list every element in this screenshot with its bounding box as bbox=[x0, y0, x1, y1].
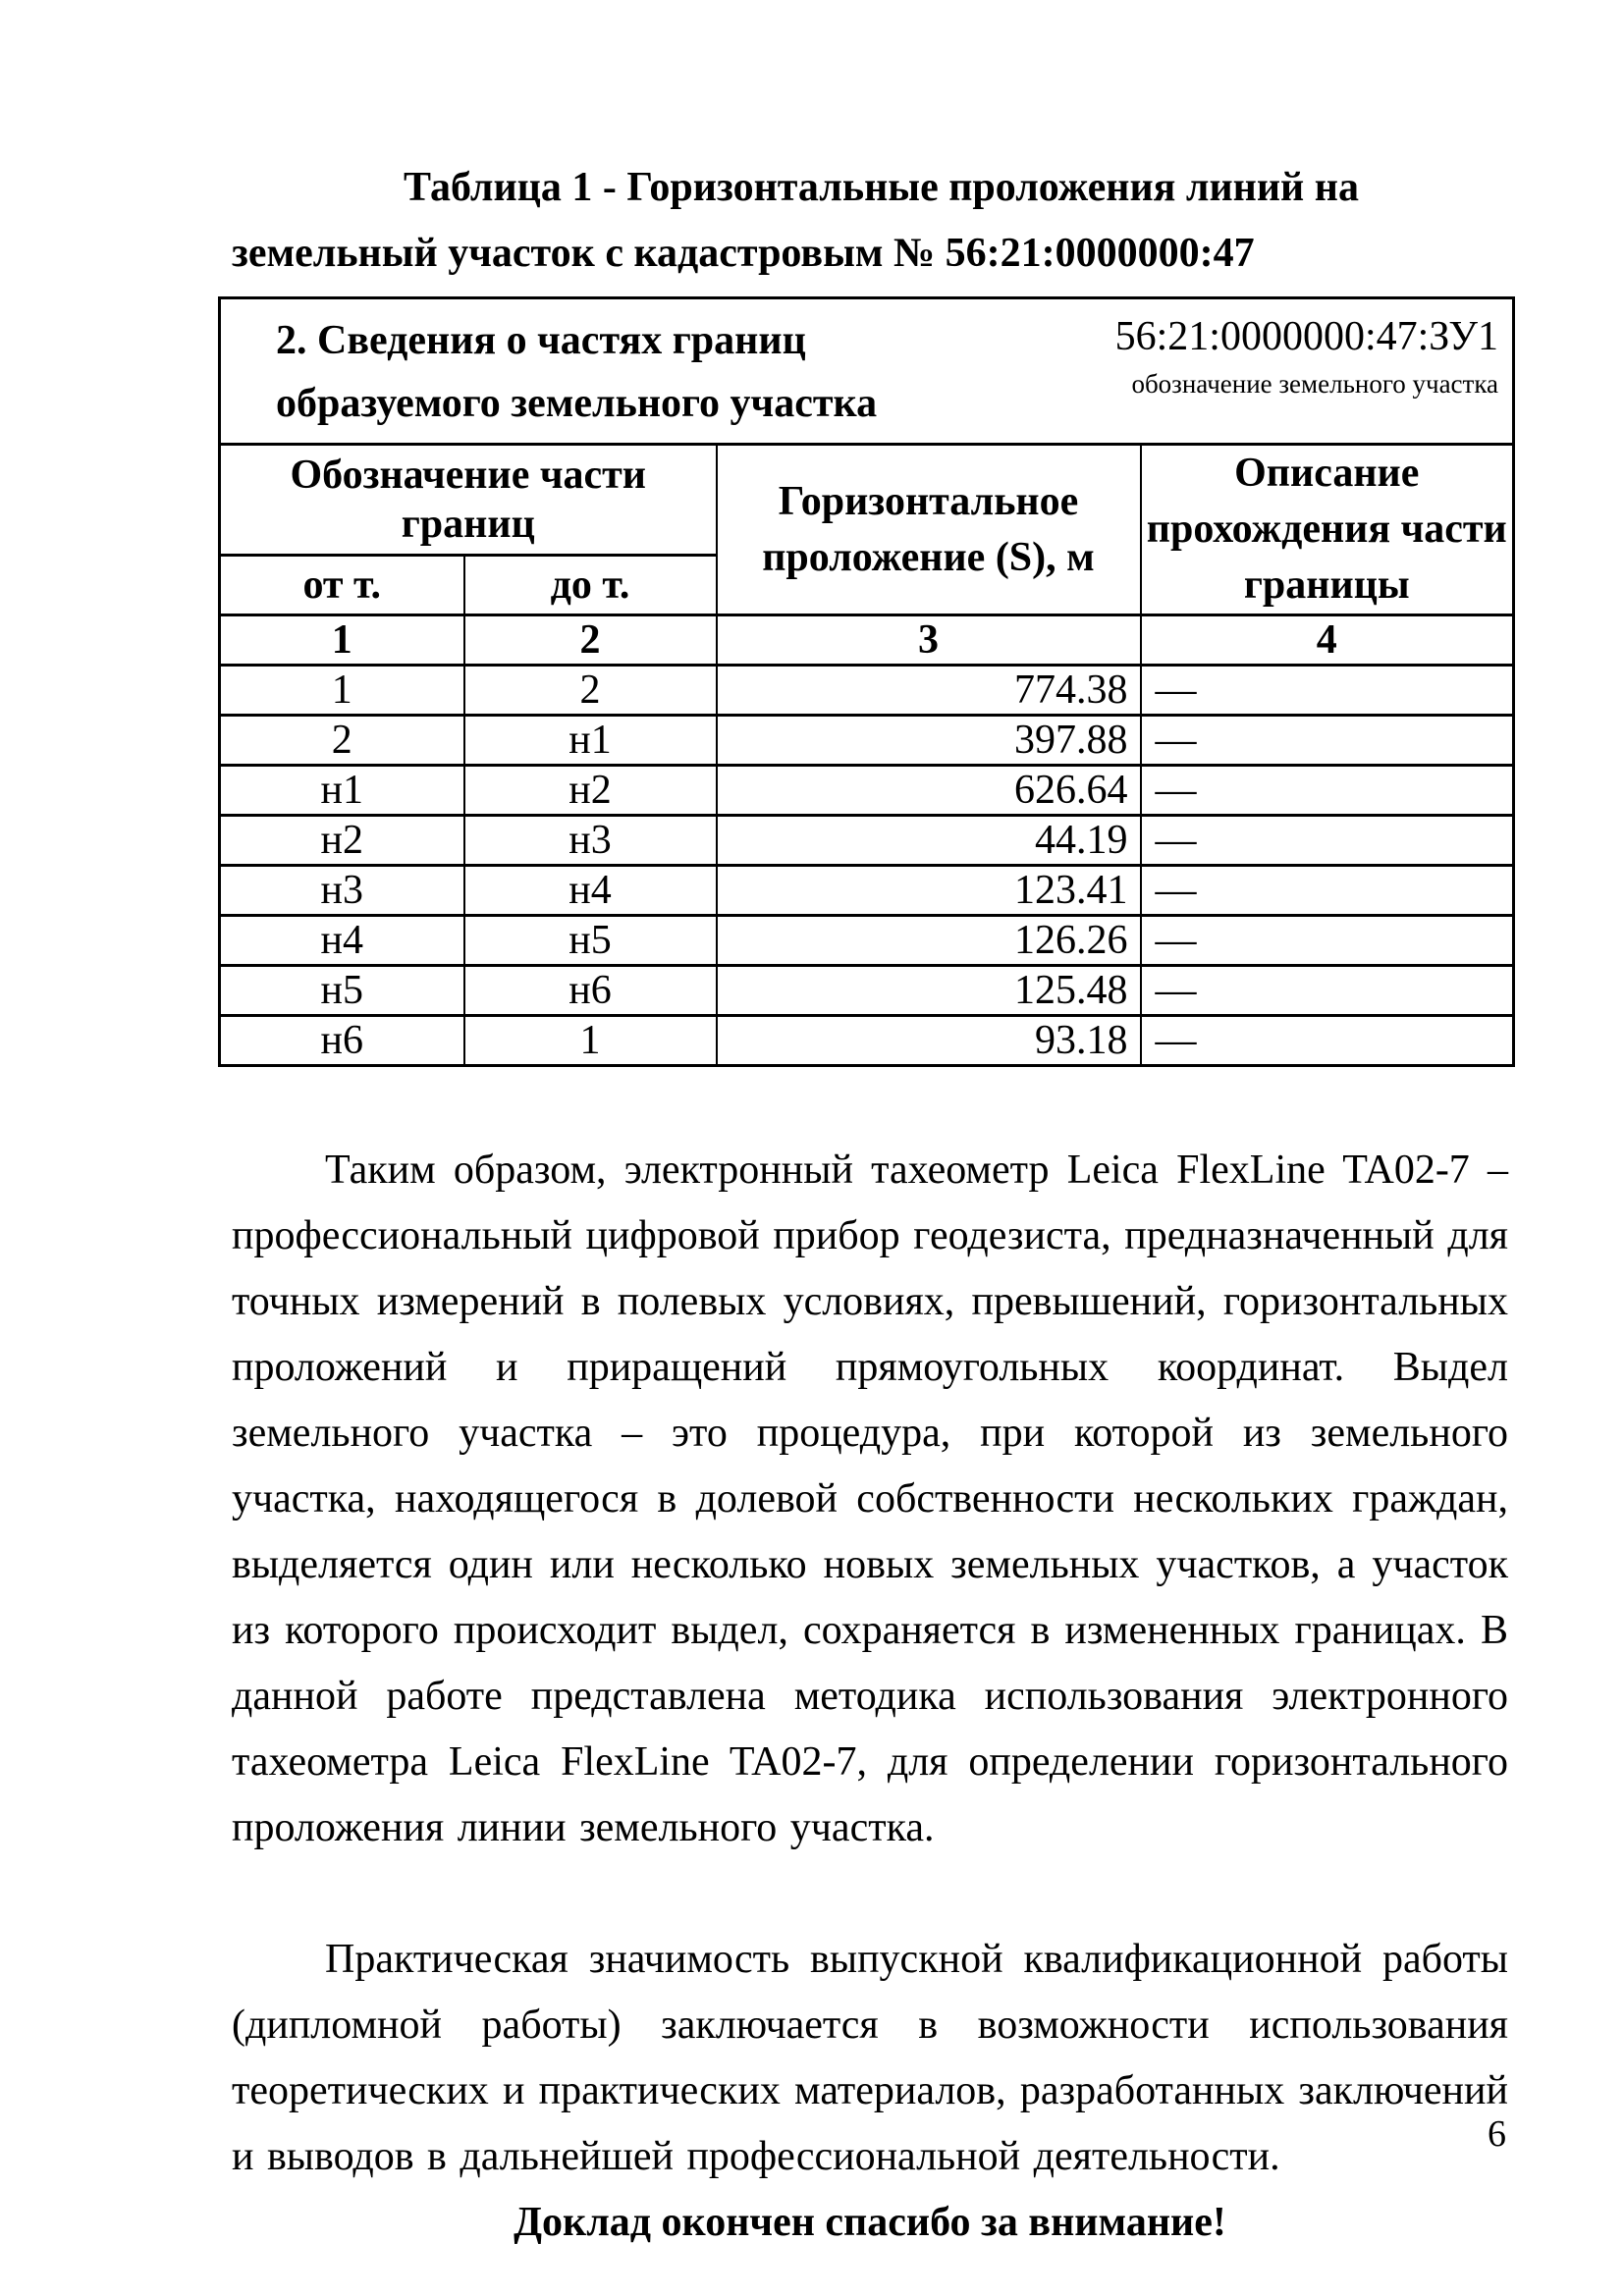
header-from: от т. bbox=[220, 556, 464, 615]
table-row bbox=[220, 866, 1514, 916]
header-distance: Горизонтальное проложение (S), м bbox=[717, 445, 1141, 615]
cell-distance: 44.19 bbox=[717, 816, 1141, 866]
page-number: 6 bbox=[1488, 2113, 1506, 2155]
cell-distance: 626.64 bbox=[717, 766, 1141, 816]
parcel-designation-label: обозначение земельного участка bbox=[1131, 369, 1499, 399]
cell-to: н2 bbox=[464, 766, 717, 816]
section-title: 2. Сведения о частях границ образуемого земельного участка bbox=[276, 318, 878, 426]
body-paragraph-2: Практическая значимость выпускной квалификационной работы (дипломной работы) заключается в возможности использования теоретических и практических материалов, разработанных заключений и выводов в дальнейшей профессиональной деятельности. bbox=[232, 1937, 1508, 2179]
cell-distance: 125.48 bbox=[717, 966, 1141, 1016]
header-part-designation: Обозначение части границ bbox=[220, 445, 717, 556]
table-row bbox=[220, 1016, 1514, 1066]
cell-description: — bbox=[1141, 816, 1514, 866]
header-to: до т. bbox=[464, 556, 717, 615]
cell-distance: 397.88 bbox=[717, 716, 1141, 766]
cell-description: — bbox=[1141, 966, 1514, 1016]
table-row bbox=[220, 966, 1514, 1016]
table-row bbox=[220, 816, 1514, 866]
table-row bbox=[220, 716, 1514, 766]
cell-from: н1 bbox=[220, 766, 464, 816]
cell-description: — bbox=[1141, 766, 1514, 816]
cell-description: — bbox=[1141, 1016, 1514, 1066]
column-number: 4 bbox=[1141, 615, 1514, 666]
cell-to: н5 bbox=[464, 916, 717, 966]
cell-description: — bbox=[1141, 666, 1514, 716]
cell-to: 1 bbox=[464, 1016, 717, 1066]
cell-to: н3 bbox=[464, 816, 717, 866]
table-section-header-row bbox=[220, 298, 1514, 445]
table-caption: Таблица 1 - Горизонтальные проложения линий на земельный участок с кадастровым № 56:21:0000000:47 bbox=[232, 165, 1359, 276]
cell-distance: 93.18 bbox=[717, 1016, 1141, 1066]
body-paragraph-1: Таким образом, электронный тахеометр Leica FlexLine TA02-7 – профессиональный цифровой прибор геодезиста, предназначенный для точных измерений в полевых условиях, превышений, горизонтальных проложений и приращений прямоугольных координат. Выдел земельного участка – это процедура, при которой из земельного участка, находящегося в долевой собственности нескольких граждан, выделяется один или несколько новых земельных участков, а участок из которого происходит выдел, сохраняется в измененных границах. В данной работе представлена методика использования электронного тахеометра Leica FlexLine TA02-7, для определении горизонтального проложения линии земельного участка. bbox=[232, 1148, 1508, 1850]
parcel-designation-block bbox=[1115, 309, 1498, 405]
cell-to: н6 bbox=[464, 966, 717, 1016]
boundary-parts-table bbox=[218, 296, 1515, 1067]
column-number: 3 bbox=[717, 615, 1141, 666]
table-row bbox=[220, 766, 1514, 816]
cell-to: н4 bbox=[464, 866, 717, 916]
cell-to: 2 bbox=[464, 666, 717, 716]
cell-from: н2 bbox=[220, 816, 464, 866]
section-header-cell bbox=[220, 298, 1514, 445]
cell-description: — bbox=[1141, 916, 1514, 966]
closing-statement: Доклад окончен спасибо за внимание! bbox=[514, 2200, 1226, 2245]
cell-from: н5 bbox=[220, 966, 464, 1016]
cell-from: 1 bbox=[220, 666, 464, 716]
cell-from: н6 bbox=[220, 1016, 464, 1066]
cell-to: н1 bbox=[464, 716, 717, 766]
cell-from: н3 bbox=[220, 866, 464, 916]
parcel-designation-value: 56:21:0000000:47:ЗУ1 bbox=[1114, 314, 1499, 359]
column-number-row bbox=[220, 615, 1514, 666]
column-header-row bbox=[220, 445, 1514, 556]
header-description: Описание прохождения части границы bbox=[1141, 445, 1514, 615]
cell-from: 2 bbox=[220, 716, 464, 766]
cell-description: — bbox=[1141, 716, 1514, 766]
cell-distance: 774.38 bbox=[717, 666, 1141, 716]
table-row bbox=[220, 916, 1514, 966]
cell-from: н4 bbox=[220, 916, 464, 966]
column-number: 1 bbox=[220, 615, 464, 666]
cell-distance: 126.26 bbox=[717, 916, 1141, 966]
cell-description: — bbox=[1141, 866, 1514, 916]
cell-distance: 123.41 bbox=[717, 866, 1141, 916]
column-number: 2 bbox=[464, 615, 717, 666]
table-row bbox=[220, 666, 1514, 716]
